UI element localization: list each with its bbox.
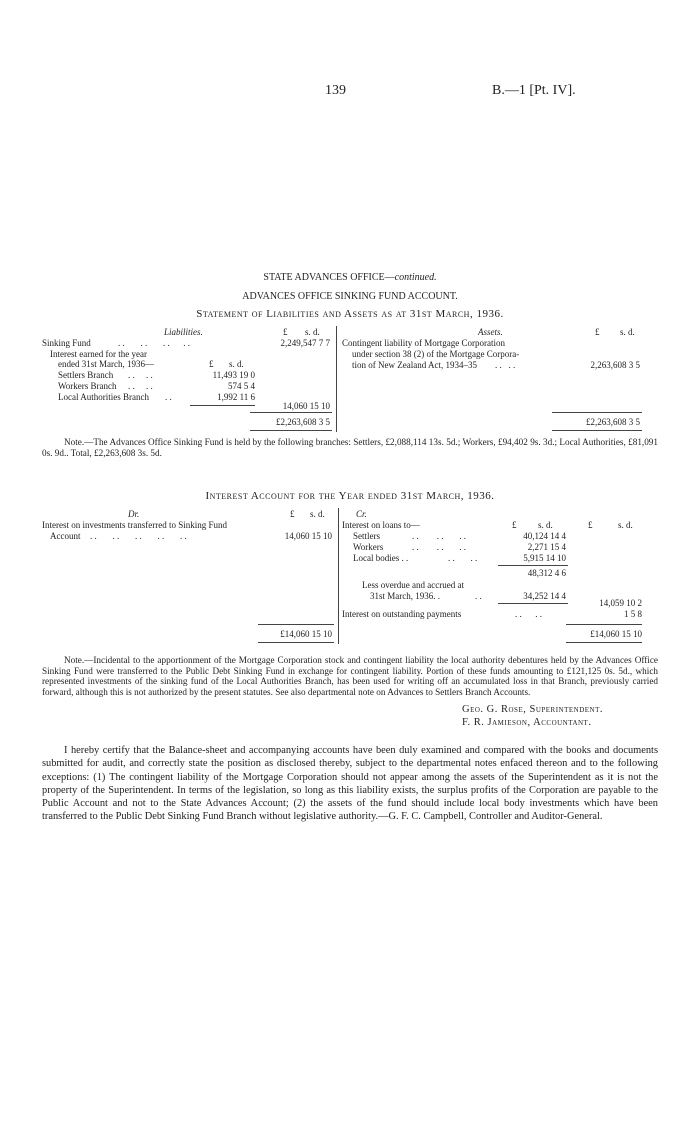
workers-branch-label: Workers Branch — [58, 381, 117, 391]
dr-heading: Dr. — [128, 509, 140, 519]
local-authorities-branch-value: 1,992 11 6 — [217, 392, 255, 402]
cr-sd-header-2: s. d. — [618, 520, 633, 530]
cr-settlers-label: Settlers — [353, 531, 380, 541]
leader-dots: . . . . — [128, 381, 153, 391]
rule — [552, 412, 642, 413]
cr-heading: Cr. — [356, 509, 367, 519]
sub-sd-header: s. d. — [229, 359, 244, 369]
cr-net-loans-value: 14,059 10 2 — [599, 598, 642, 608]
cr-pound-header-2: £ — [588, 520, 593, 530]
interest-outstanding-value: 1 5 8 — [624, 609, 642, 619]
leader-dots: . . . . . . . . . . — [90, 531, 187, 541]
asset-line2: under section 38 (2) of the Mortgage Corpora- — [352, 349, 520, 359]
assets-sd-header: s. d. — [620, 327, 635, 337]
leader-dots: . . . . . . . . — [118, 338, 190, 348]
asset-line1: Contingent liability of Mortgage Corporation — [342, 338, 505, 348]
interest-earned-line1: Interest earned for the year — [50, 349, 147, 359]
dr-pound-header: £ — [290, 509, 295, 519]
dr-line1: Interest on investments transferred to Sinking Fund — [42, 520, 227, 530]
interest-earned-line2: ended 31st March, 1936— — [58, 359, 154, 369]
superintendent-signature: Geo. G. Rose, Superintendent. — [462, 704, 603, 715]
cr-workers-label: Workers — [353, 542, 384, 552]
interest-subtotal: 14,060 15 10 — [282, 401, 330, 411]
rule — [258, 642, 334, 643]
cr-sd-header-1: s. d. — [538, 520, 553, 530]
office-title: STATE ADVANCES OFFICE—continued. — [263, 272, 437, 283]
cr-local-bodies-label: Local bodies . . — [353, 553, 409, 563]
dr-line2: Account — [50, 531, 81, 541]
column-divider — [336, 326, 337, 432]
leader-dots: . . — [165, 392, 172, 402]
dr-value: 14,060 15 10 — [284, 531, 332, 541]
leader-dots: . . . . — [495, 360, 516, 370]
liabilities-sd-header: s. d. — [305, 327, 320, 337]
settlers-branch-value: 11,493 19 0 — [212, 370, 255, 380]
page-number: 139 — [325, 83, 346, 98]
audit-certificate: I hereby certify that the Balance-sheet and accompanying accounts have been duly examined and compared with the books and documents submitted for audit, and correctly state the position as disclosed thereby, subject to the departmental notes enfaced thereon and to the following exceptions: (1) The contingent liability of the Mortgage Corporation should not appear among the assets of the Superintendent as it is not the property of the Superintendent. In terms of the legislation, so long as this liability exists, the surplus profits of the Corporation are payable to the Public Account and not to the State Advances Account; (2) the assets of the fund should include local body investments which have been transferred to the Public Debt Sinking Fund Branch without legislative authority.—G. F. C. Campbell, Controller and Auditor-General. — [42, 745, 658, 823]
rule — [190, 405, 255, 406]
less-overdue-line2: 31st March, 1936. . — [370, 591, 440, 601]
leader-dots: . . . . . . — [412, 531, 466, 541]
rule — [566, 642, 642, 643]
assets-total: £2,263,608 3 5 — [586, 417, 640, 427]
cr-local-bodies-value: 5,915 14 10 — [523, 553, 566, 563]
cr-pound-header-1: £ — [512, 520, 517, 530]
rule — [498, 565, 568, 566]
rule — [250, 412, 332, 413]
dr-total: £14,060 15 10 — [280, 629, 332, 639]
rule — [498, 603, 568, 604]
rule — [552, 430, 642, 431]
leader-dots: . . — [475, 591, 482, 601]
interest-account-note: Note.—Incidental to the apportionment of the Mortgage Corporation stock and contingent liability the local authority debentures held by the Advances Office Sinking Fund were transferred to the Public Debt Sinking Fund in exchange for contingent liability. Portion of these funds amounting to £121,125 0s. 5d., which represented investments of the sinking fund of the Local Authorities Branch, has been used for writing off an accumulated loss in that Branch, previously carried forward, although this is not authorized by the present statutes. See also departmental note on Advances to Settlers Branch Accounts. — [42, 655, 658, 697]
sub-pound-header: £ — [209, 359, 214, 369]
assets-pound-header: £ — [595, 327, 600, 337]
interest-account-title: Interest Account for the Year ended 31st March, 1936. — [205, 490, 495, 502]
sinking-fund-title: ADVANCES OFFICE SINKING FUND ACCOUNT. — [242, 291, 458, 302]
sinking-fund-value: 2,249,547 7 7 — [280, 338, 330, 348]
sinking-fund-note: Note.—The Advances Office Sinking Fund is held by the following branches: Settlers, £2,088,114 13s. 5d.; Workers, £94,402 9s. 3d.; Local Authorities, £81,091 0s. 9d.. Total, £2,263,608 3s. 5d. — [42, 437, 658, 458]
rule — [250, 430, 332, 431]
less-overdue-value: 34,252 14 4 — [523, 591, 566, 601]
local-authorities-branch-label: Local Authorities Branch — [58, 392, 149, 402]
document-reference: B.—1 [Pt. IV]. — [492, 83, 576, 98]
liabilities-pound-header: £ — [283, 327, 288, 337]
asset-line3: tion of New Zealand Act, 1934–35 — [352, 360, 477, 370]
leader-dots: . . . . — [128, 370, 153, 380]
rule — [566, 624, 642, 625]
cr-loans-subtotal: 48,312 4 6 — [527, 568, 566, 578]
settlers-branch-label: Settlers Branch — [58, 370, 114, 380]
cr-workers-value: 2,271 15 4 — [527, 542, 566, 552]
less-overdue-line1: Less overdue and accrued at — [362, 580, 464, 590]
leader-dots: . . . . . . — [412, 542, 466, 552]
dr-sd-header: s. d. — [310, 509, 325, 519]
asset-value: 2,263,608 3 5 — [590, 360, 640, 370]
workers-branch-value: 574 5 4 — [228, 381, 255, 391]
cr-total: £14,060 15 10 — [590, 629, 642, 639]
column-divider — [338, 508, 339, 644]
accountant-signature: F. R. Jamieson, Accountant. — [462, 717, 592, 728]
leader-dots: . . . . — [515, 609, 542, 619]
interest-outstanding-label: Interest on outstanding payments — [342, 609, 462, 619]
statement-title: Statement of Liabilities and Assets as at 31st March, 1936. — [196, 308, 504, 320]
assets-heading: Assets. — [478, 327, 503, 337]
cr-settlers-value: 40,124 14 4 — [523, 531, 566, 541]
interest-on-loans-label: Interest on loans to— — [342, 520, 420, 530]
leader-dots: . . . . — [448, 553, 478, 563]
sinking-fund-label: Sinking Fund — [42, 338, 91, 348]
liabilities-heading: Liabilities. — [164, 327, 203, 337]
rule — [258, 624, 334, 625]
liabilities-total: £2,263,608 3 5 — [276, 417, 330, 427]
